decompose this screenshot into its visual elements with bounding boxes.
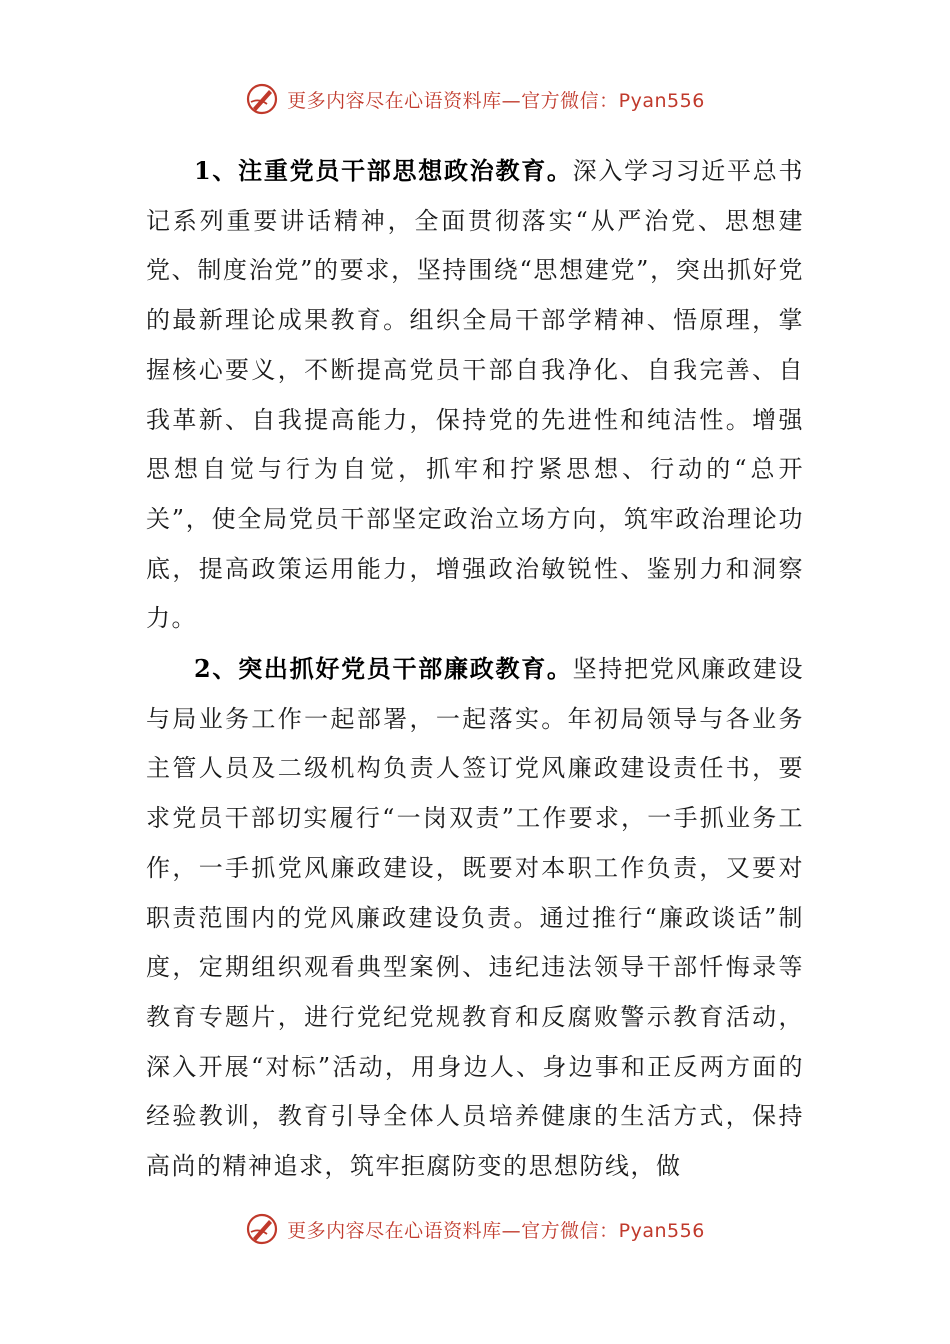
- paragraph-2-body: 坚持把党风廉政建设与局业务工作一起部署，一起落实。年初局领导与各业务主管人员及二级机构负责人签订党风廉政建设责任书，要求党员干部切实履行“一岗双责”工作要求，一手抓业务工作，一手抓党风廉政建设，既要对本职工作负责，又要对职责范围内的党风廉政建设负责。通过推行“廉政谈话”制度，定期组织观看典型案例、违纪违法领导干部忏悔录等教育专题片，进行党纪党规教育和反腐败警示教育活动，深入开展“对标”活动，用身边人、身边事和正反两方面的经验教训，教育引导全体人员培养健康的生活方式，保持高尚的精神追求，筑牢拒腐防变的思想防线，做: [146, 655, 804, 1181]
- watermark-text-bottom: 更多内容尽在心语资料库—官方微信：Pyan556: [287, 1219, 705, 1242]
- document-body: [146, 146, 804, 1192]
- watermark-banner-top: [0, 82, 950, 116]
- paragraph-2-heading: 2、突出抓好党员干部廉政教育。: [194, 654, 573, 684]
- paragraph-2: [146, 644, 804, 1192]
- watermark-banner-bottom: [0, 1212, 950, 1246]
- pen-circle-logo-icon: [245, 1212, 279, 1246]
- watermark-text-top: 更多内容尽在心语资料库—官方微信：Pyan556: [287, 89, 705, 112]
- paragraph-1-body: 深入学习习近平总书记系列重要讲话精神，全面贯彻落实“从严治党、思想建党、制度治党”的要求，坚持围绕“思想建党”，突出抓好党的最新理论成果教育。组织全局干部学精神、悟原理，掌握核心要义，不断提高党员干部自我净化、自我完善、自我革新、自我提高能力，保持党的先进性和纯洁性。增强思想自觉与行为自觉，抓牢和拧紧思想、行动的“总开关”，使全局党员干部坚定政治立场方向，筑牢政治理论功底，提高政策运用能力，增强政治敏锐性、鉴别力和洞察力。: [146, 157, 804, 633]
- pen-circle-logo-icon: [245, 82, 279, 116]
- paragraph-1-heading: 1、注重党员干部思想政治教育。: [194, 156, 573, 185]
- paragraph-1: [146, 146, 804, 644]
